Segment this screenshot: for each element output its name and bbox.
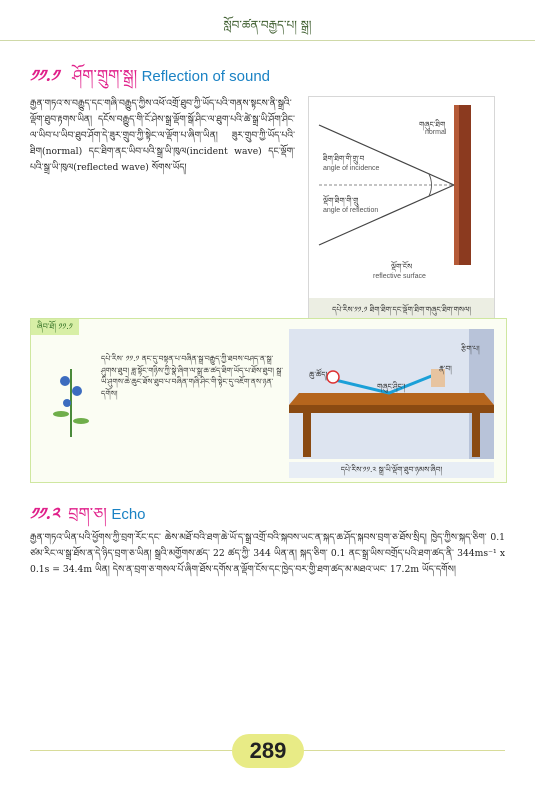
reflection-label: angle of reflection bbox=[323, 207, 379, 214]
normal-label: normal bbox=[425, 129, 447, 136]
activity-illustration bbox=[289, 329, 494, 459]
section-title-tibetan: ཤོག་གྲུག་སྒྲ། bbox=[72, 66, 138, 85]
section-number: ༡༡.༢ bbox=[30, 504, 60, 523]
activity-box bbox=[30, 318, 507, 483]
page-number: 289 bbox=[232, 734, 304, 768]
surface-label: reflective surface bbox=[373, 273, 426, 280]
reflective-wall bbox=[459, 105, 471, 265]
figure-reflection-diagram bbox=[308, 96, 495, 323]
section-title-tibetan: བྲག་ཅ། bbox=[68, 504, 107, 523]
wall-edge bbox=[454, 105, 459, 265]
reflection-label-tibetan: ལྡོག་ཐིག་གི་གྲུ bbox=[323, 196, 359, 205]
ear-label: རྣ་བ། bbox=[439, 364, 452, 373]
activity-caption: དཔེ་རིས་༡༡.༢ སྒྲ་ཡི་ལྡོག་ཐུབ་ཉམས་ཞིབ། bbox=[289, 462, 494, 478]
activity-text: དཔེ་རིས་ ༡༡.༡ ནང་དུ་བསྟན་པ་བཞིན་སྒྲ་བརྒྱུད་ཀྱི་ཐབས་བཤད་ན་སྒྲ་ཤུགས་ཐུབ། ཟླ་སྟོང་གཉིས་ཀྱི་སྣེ་ཞིག་ལ་སྒྲ་ཆ་ཚད་ཐིག་ཡོད་པ་ཐོས་ཐུབ། སྒྲ་ཡི་ཤུགས་ཆེ་ཆུང་ཐོས་ཐུབ་པ་བཞིན་གཞི་ཤིང་གི་སྟེང་དུ་འཇོག་ནས་ཉན་དགོས། bbox=[101, 354, 284, 398]
surface-label-tibetan: ལྡོག་ངོས bbox=[391, 262, 413, 271]
normal-label-tibetan: གཞུང་ཐིག bbox=[419, 120, 446, 129]
reflection-paragraph: རྒྱན་གཏའ་ས་བརྒྱུད་དང་གཞི་བརྒྱུད་ཀྱིས་འཕོ་འགྲོ་ཐུབ་ཀྱི་ཡོད་པའི་གནས་སྟངས་ནི་སྒྲའི་ལྡོག་ཐུབ་རྟགས་ཡིན། དངོས་བརྒྱུད་གི་ངོ་ཤེས་སྒྲ་ལྡོག་སྒོ་ཤིང་ལ་ཐུག་པའི་ཚེ་སྒྲ་ཡི་ཤོག་ཤིང་ལ་ཡིབ་པ་ཡིབ་ཐུབ་ཤོག་དེ་ཟུར་གྲུབ་ཀྱི་སྟེང་ལ་ལྡོག་པ་ཞིག་ཡིན། ཟུར་གྲུབ་ཀྱི་ཡོད་པའི་ཐིག(normal) དང་ཐིག་ནང་ཡིབ་པའི་སྒྲ་ཡི་ཁུལ(incident wave) དང་ལྡོག་པའི་སྒྲ་ཡི་ཁུལ(reflected wave) སོགས་ཡོད། bbox=[30, 98, 295, 173]
wall-label: རྩིག་པ། bbox=[461, 344, 480, 353]
page-header bbox=[0, 0, 535, 46]
figure-caption: དཔེ་རིས་༡༡.༡ ཐིག་ཐིག་དང་ལྡོག་ཐིག་གཞུང་ཐིག་གསལ། bbox=[309, 298, 494, 322]
section-title-english: Echo bbox=[111, 506, 146, 523]
board-label: གཞུང་ཤིང་། bbox=[377, 382, 406, 391]
chapter-title: སློབ་ཚན་བརྒྱད་པ། སྒྲ། bbox=[223, 18, 312, 32]
section-number: ༡༡.༡ bbox=[30, 66, 59, 85]
clock-label: ཆུ་ཚོད། bbox=[309, 370, 328, 379]
activity-tab: ཞིབ་ཐོ། ༡༡.༡ bbox=[31, 319, 79, 335]
section-title-english: Reflection of sound bbox=[141, 68, 271, 85]
incidence-label-tibetan: ཐིག་ཐིག་གི་གྲུ་བ bbox=[323, 154, 365, 163]
echo-paragraph: རྒྱན་གཏའ་ཡིན་པའི་ཕྱོགས་ཀྱི་བྲག་རོང་དང་ ཆེས་མཐོ་བའི་ཐག་ཆེ་ཡོ་ད་སྒྲ་འགྲོ་བའི་སྐབས་ཡང་ན་སྐད་ཆ་ཤོད་སྐབས་བྲག་ཅ་ཐོས་སྲིད། ཁྱེད་ཀྱིས་སྐད་ཅིག་ 0.1 ཙམ་རིང་ལ་སྒྲ་ཐོས་ན་དེ་ཉིད་བྲག་ཅ་ཡིན། སྒྲའི་མགྱོགས་ཚད་ 22 ཚད་ཀྱི་ 344 ཡིན་ན། སྐད་ཅིག་ 0.1 ནང་སྒྲ་ཡིས་བགྲོད་པའི་ཐག་ཚད་ནི་ 344ms⁻¹ x 0.1s = 34.4m ཡིན། དེས་ན་བྲག་ཅ་གསལ་པོ་ཞིག་ཐོས་དགོས་ན་ལྡོག་ངོས་དང་ཁྱེད་བར་གྱི་ཐག་ཚད་མ་མཐའ་ཡང་ 17.2m ཡོད་དགོས། bbox=[30, 532, 505, 575]
incidence-label: angle of incidence bbox=[323, 165, 380, 172]
plant-illustration-icon bbox=[51, 359, 91, 439]
header-divider bbox=[0, 40, 535, 41]
